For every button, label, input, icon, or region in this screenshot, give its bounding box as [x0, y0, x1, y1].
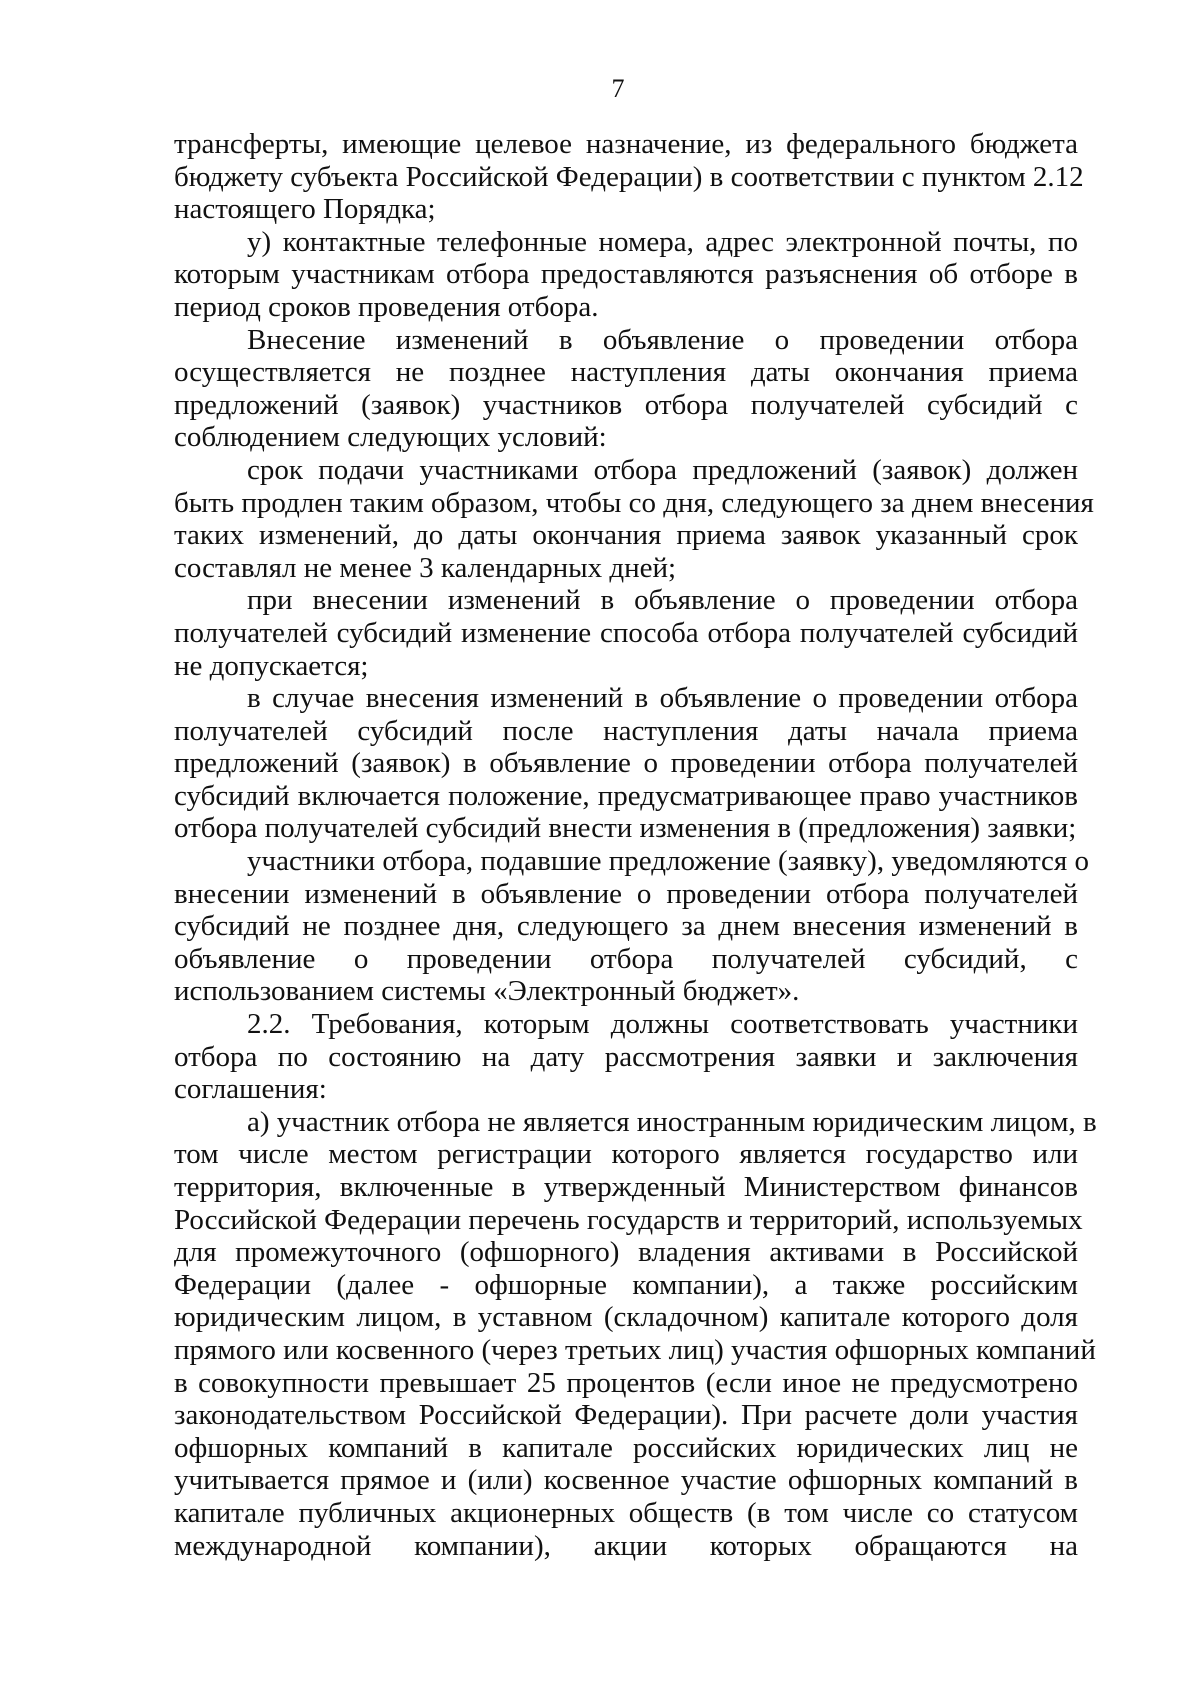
- text-line: а) участник отбора не является иностранным юридическим лицом, в: [247, 1105, 1097, 1138]
- text-line: быть продлен таким образом, чтобы со дня, следующего за днем внесения: [174, 486, 1094, 519]
- text-line: юридическим лицом, в уставном (складочном) капитале которого доля: [174, 1301, 1078, 1334]
- text-line: период сроков проведения отбора.: [174, 290, 599, 323]
- text-line: субсидий включается положение, предусматривающее право участников: [174, 779, 1078, 812]
- text-line: участники отбора, подавшие предложение (заявку), уведомляются о: [247, 845, 1089, 878]
- text-line: законодательством Российской Федерации). При расчете доли участия: [174, 1399, 1078, 1432]
- text-line: Российской Федерации перечень государств и территорий, используемых: [174, 1203, 1083, 1236]
- text-line: трансферты, имеющие целевое назначение, из федерального бюджета: [174, 128, 1078, 160]
- text-line: таких изменений, до даты окончания приема заявок указанный срок: [174, 519, 1078, 552]
- text-line: 2.2. Требования, которым должны соответствовать участники: [247, 1008, 1078, 1041]
- text-line: получателей субсидий изменение способа отбора получателей субсидий: [174, 616, 1078, 649]
- text-line: международной компании), акции которых обращаются на: [174, 1529, 1078, 1562]
- text-line: отбора получателей субсидий внести изменения в (предложения) заявки;: [174, 812, 1077, 845]
- text-line: учитывается прямое и (или) косвенное участие офшорных компаний в: [174, 1464, 1078, 1497]
- text-line: капитале публичных акционерных обществ (в том числе со статусом: [174, 1496, 1078, 1529]
- text-line: соглашения:: [174, 1073, 327, 1106]
- text-line: соблюдением следующих условий:: [174, 421, 607, 454]
- text-line: том числе местом регистрации которого является государство или: [174, 1138, 1078, 1171]
- text-line: использованием системы «Электронный бюджет».: [174, 975, 800, 1008]
- text-line: для промежуточного (офшорного) владения активами в Российской: [174, 1236, 1078, 1269]
- text-line: настоящего Порядка;: [174, 193, 436, 226]
- text-line: у) контактные телефонные номера, адрес электронной почты, по: [247, 225, 1078, 258]
- text-line: осуществляется не позднее наступления даты окончания приема: [174, 356, 1078, 389]
- document-body: [174, 128, 1097, 1562]
- text-line: Федерации (далее - офшорные компании), а также российским: [174, 1268, 1078, 1301]
- text-line: субсидий не позднее дня, следующего за днем внесения изменений в: [174, 910, 1078, 943]
- text-line: предложений (заявок) участников отбора получателей субсидий с: [174, 388, 1078, 421]
- text-line: объявление о проведении отбора получателей субсидий, с: [174, 942, 1078, 975]
- text-line: офшорных компаний в капитале российских юридических лиц не: [174, 1431, 1078, 1464]
- text-line: которым участникам отбора предоставляются разъяснения об отборе в: [174, 258, 1078, 291]
- text-line: в совокупности превышает 25 процентов (если иное не предусмотрено: [174, 1366, 1078, 1399]
- text-line: получателей субсидий после наступления даты начала приема: [174, 714, 1078, 747]
- text-line: отбора по состоянию на дату рассмотрения заявки и заключения: [174, 1040, 1078, 1073]
- text-line: не допускается;: [174, 649, 369, 682]
- text-line: бюджету субъекта Российской Федерации) в соответствии с пунктом 2.12: [174, 160, 1084, 193]
- text-line: при внесении изменений в объявление о проведении отбора: [247, 584, 1078, 617]
- page-number: 7: [611, 74, 625, 103]
- text-line: внесении изменений в объявление о проведении отбора получателей: [174, 877, 1078, 910]
- text-line: прямого или косвенного (через третьих лиц) участия офшорных компаний: [174, 1333, 1096, 1366]
- text-line: составлял не менее 3 календарных дней;: [174, 551, 677, 584]
- text-line: территория, включенные в утвержденный Министерством финансов: [174, 1171, 1078, 1203]
- text-line: срок подачи участниками отбора предложений (заявок) должен: [247, 453, 1078, 486]
- text-line: предложений (заявок) в объявление о проведении отбора получателей: [174, 747, 1078, 780]
- text-line: Внесение изменений в объявление о проведении отбора: [247, 323, 1078, 356]
- text-line: в случае внесения изменений в объявление о проведении отбора: [247, 682, 1078, 715]
